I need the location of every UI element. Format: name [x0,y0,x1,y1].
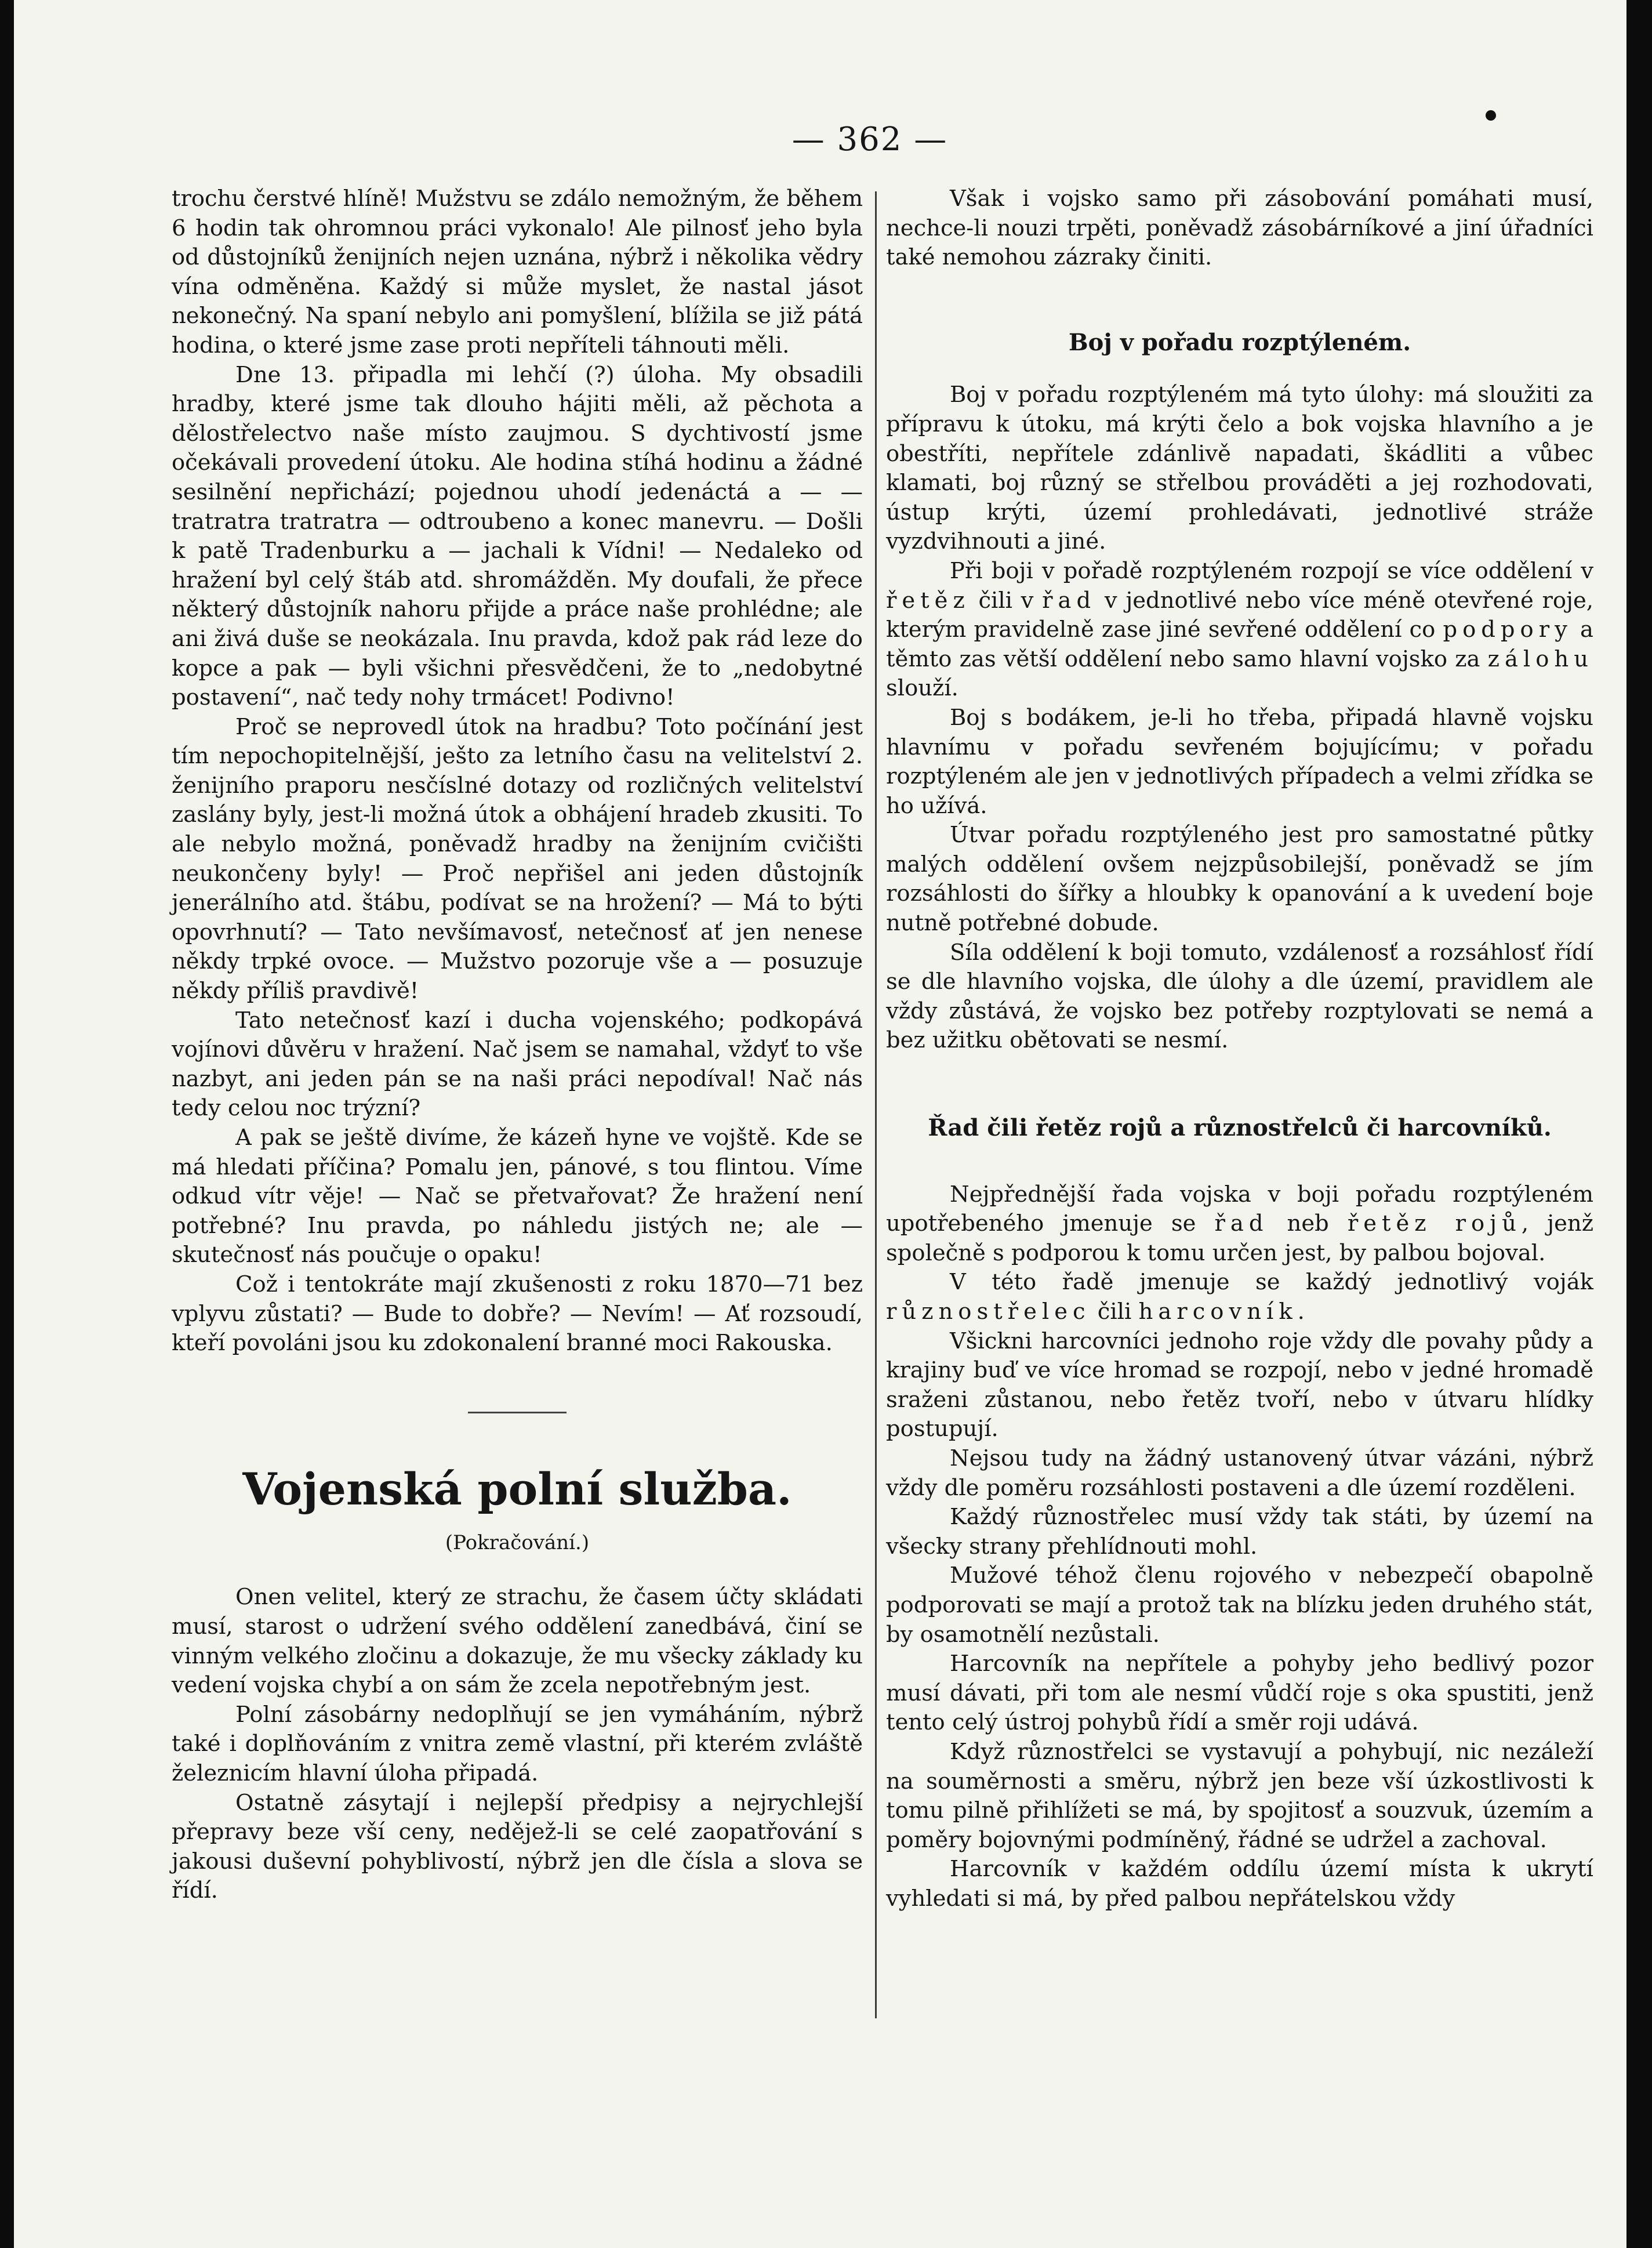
paragraph: Útvar pořadu rozptýleného jest pro samostatné půtky malých oddělení ovšem nejzpůsobilejší, poněvadž se jím rozsáhlosti do šířky a hloubky k opanování a k uvedení boje nutně potřebné dobude. [886,822,1593,937]
left-column [172,184,863,1906]
spaced-term: řad [1214,1210,1269,1237]
right-column [886,184,1593,1913]
spaced-term: řad [1042,587,1097,614]
paragraph: Každý různostřelec musí vždy tak státi, by území na všecky strany přehlídnouti mohl. [886,1504,1593,1560]
scan-border-left [0,0,14,2248]
column-divider [875,191,877,2018]
paragraph: Harcovník na nepřítele a pohyby jeho bedlivý pozor musí dávati, při tom ale nesmí vůdčí roje s oka spustiti, jenž tento celý ústroj pohybů řídí a směr roji udává. [886,1651,1593,1736]
spaced-term: řetěz [886,587,970,614]
paragraph: Ostatně zásytají i nejlepší předpisy a nejrychlejší přepravy beze vší ceny, nedějež-li se celé zaopatřování s jakousi duševní pohyblivostí, nýbrž jen dle čísla a slova se řídí. [172,1789,863,1904]
article-subtitle: (Pokračování.) [445,1531,590,1554]
text-run: neb [1287,1210,1329,1237]
paragraph: Všickni harcovníci jednoho roje vždy dle povahy půdy a krajiny buď ve více hromad se rozpojí, nebo v jedné hromadě sraženi zůstanou, nebo řetěz tvoří, nebo v útvaru hlídky postupují. [886,1328,1593,1442]
paragraph: Harcovník v každém oddílu území místa k ukrytí vyhledati si má, by před palbou nepřátelskou vždy [886,1856,1593,1912]
paragraph: Proč se neprovedl útok na hradbu? Toto počínání jest tím nepochopitelnější, ješto za letního času na velitelství 2. ženijního praporu nesčíslné dotazy od rozličných velitelství zaslány byly, jest-li možná útok a obhájení hradeb zkusiti. To ale nebylo možná, poněvadž hradby na ženijním cvičišti neukončeny byly! — Proč nepřišel ani jeden důstojník jenerálního atd. štábu, podívat se na hrožení? — Má to býti opovrhnutí? — Tato nevšímavosť, netečnosť ať jen nenese někdy trpké ovoce. — Mužstvo pozoruje vše a — posuzuje někdy příliš pravdivě! [172,713,863,1005]
text-run: Při boji v pořadě rozptýleném rozpojí se více oddělení v [950,557,1593,584]
text-run: V této řadě jmenuje se každý jednotlivý voják [950,1269,1593,1296]
text-run: a těmto zas větší oddělení nebo samo hlavní vojsko za [886,617,1593,672]
scan-border-right [1626,0,1652,2248]
text-run: v jednotlivé nebo více méně otevřené roje, kterým pravidelně zase jiné sevřené oddělení co [886,587,1594,643]
ink-spot [1486,110,1496,121]
text-run: . [1297,1299,1305,1325]
spaced-term: zálohu [1487,646,1593,672]
paragraph: Tato netečnosť kazí i ducha vojenského; podkopává vojínovi důvěru v hražení. Nač jsem se namahal, vždyť to vše nazbyt, ani jeden pán se na naši práci nepodíval! Nač nás tedy celou noc trýzní? [172,1007,863,1122]
paragraph: trochu čerstvé hlíně! Mužstvu se zdálo nemožným, že během 6 hodin tak ohromnou práci vykonalo! Ale pilnosť jeho byla od důstojníků ženijních nejen uznána, nýbrž i několika vědry vína odměněna. Každý si může myslet, že nastal jásot nekonečný. Na spaní nebylo ani pomyšlení, blížila se již pátá hodina, o které jsme zase proti nepříteli táhnouti měli. [172,186,863,358]
section-divider [468,1412,567,1413]
text-run: čili [1097,1299,1132,1325]
section-heading: Řad čili řetěz rojů a různostřelců či harcovníků. [928,1114,1552,1142]
paragraph [886,1180,1593,1268]
paragraph: Síla oddělení k boji tomuto, vzdálenosť a rozsáhlosť řídí se dle hlavního vojska, dle úlohy a dle území, pravidlem ale vždy zůstává, že vojsko bez potřeby rozptylovati se nemá a bez užitku obětovati se nesmí. [886,939,1593,1054]
spaced-term: harcovník [1138,1299,1298,1325]
paragraph: Což i tentokráte mají zkušenosti z roku 1870—71 bez vplyvu zůstati? — Bude to dobře? — Nevím! — Ať rozsoudí, kteří povoláni jsou ku zdokonalení branné moci Rakouska. [172,1271,863,1357]
paragraph: Dne 13. připadla mi lehčí (?) úloha. My obsadili hradby, které jsme tak dlouho hájiti měli, až pěchota a dělostřelectvo naše místo zaujmou. S dychtivostí jsme očekávali provedení útoku. Ale hodina stíhá hodinu a žádné sesilnění nepřichází; pojednou uhodí jedenáctá a — — tratratra tratratra — odtroubeno a konec manevru. — Došli k patě Tradenburku a — jachali k Vídni! — Nedaleko od hražení byl celý štáb atd. shromážděn. My doufali, že přece některý důstojník nahoru přijde a práce naše prohlédne; ale ani živá duše se neokázala. Inu pravda, kdož pak rád leze do kopce a pak — byli všichni přesvědčeni, že to „nedobytné postavení“, nač tedy nohy trmácet! Podivno! [172,361,863,711]
paragraph: Nejsou tudy na žádný ustanovený útvar vázáni, nýbrž vždy dle poměru rozsáhlosti postaveni a dle území rozděleni. [886,1445,1593,1501]
paragraph: Mužové téhož členu rojového v nebezpečí obapolně podporovati se mají a protož tak na blízku jeden druhého stát, by osamotnělí nezůstali. [886,1562,1593,1648]
paragraph: Polní zásobárny nedoplňují se jen vymáháním, nýbrž také i doplňováním z vnitra země vlastní, při kterém zvláště železnicím hlavní úloha připadá. [172,1701,863,1786]
page-number: — 362 — [791,121,948,158]
paragraph [886,557,1593,704]
text-run: slouží. [886,675,958,702]
paragraph: Však i vojsko samo při zásobování pomáhati musí, nechce-li nouzi trpěti, poněvadž zásobárníkové a jiní úřadníci také nemohou zázraky činiti. [886,186,1593,271]
paragraph [886,1268,1593,1326]
spaced-term: podpory [1443,617,1573,643]
spaced-term: různostřelec [886,1299,1091,1325]
article-title: Vojenská polní služba. [242,1463,792,1515]
text-run: , jenž společně s podporou k tomu určen jest, by palbou bojoval. [886,1210,1593,1266]
paragraph: Boj s bodákem, je-li ho třeba, připadá hlavně vojsku hlavnímu v pořadu sevřeném bojujícímu; v pořadu rozptýleném ale jen v jednotlivých případech a velmi zřídka se ho užívá. [886,704,1593,819]
paragraph: A pak se ještě divíme, že kázeň hyne ve vojště. Kde se má hledati příčina? Pomalu jen, pánové, s tou flintou. Víme odkud vítr věje! — Nač se přetvařovat? Že hražení není potřebné? Inu pravda, po náhledu jistých ne; ale — skutečnosť nás poučuje o opaku! [172,1125,863,1268]
paragraph: Když různostřelci se vystavují a pohybují, nic nezáleží na souměrnosti a směru, nýbrž jen beze vší úzkostlivosti k tomu pilně přihlížeti se má, by spojitosť a souzvuk, územím a poměry bojovnými podmíněný, řádné se udržel a zachoval. [886,1738,1593,1853]
section-heading: Boj v pořadu rozptýleném. [1068,328,1411,356]
paragraph: Boj v pořadu rozptýleném má tyto úlohy: má sloužiti za přípravu k útoku, má krýti čelo a bok vojska hlavního a je obestříti, nepřítele zdánlivě napadati, škádliti a vůbec klamati, boj různý se střelbou prováděti a jej rozhodovati, ústup krýti, území prohledávati, jednotlivé stráže vyzdvihnouti a jiné. [886,382,1593,555]
text-run: čili v [978,587,1034,614]
text-run: Nejpřednější řada vojska v boji pořadu rozptýleném upotřebeného jmenuje se [886,1181,1593,1237]
paragraph: Onen velitel, který ze strachu, že časem účty skládati musí, starost o udržení svého oddělení zanedbává, činí se vinným velkého zločinu a dokazuje, že mu všecky základy ku vedení vojska chybí a on sám že zcela nepotřebným jest. [172,1584,863,1699]
spaced-term: řetěz rojů [1347,1210,1522,1237]
